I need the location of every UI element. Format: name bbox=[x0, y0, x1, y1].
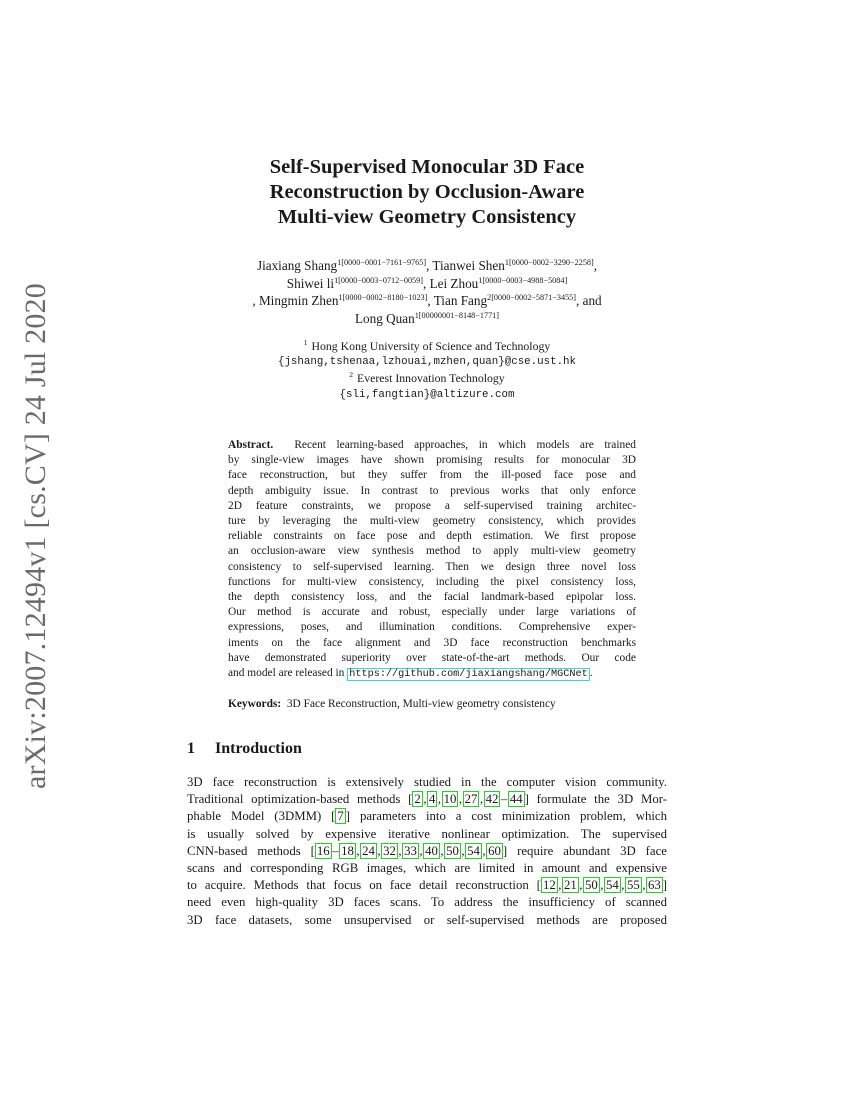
code-repository-link[interactable]: https://github.com/jiaxiangshang/MGCNet bbox=[349, 669, 588, 681]
author-line bbox=[187, 292, 667, 310]
abstract-line: 2D feature constraints, we propose a self-supervised training architec- bbox=[228, 499, 636, 512]
citation-link[interactable]: 10 bbox=[443, 792, 457, 807]
citation-link[interactable]: 42 bbox=[485, 792, 499, 807]
body-line: need even high-quality 3D faces scans. To address the insufficiency of scanned bbox=[187, 895, 667, 910]
affiliations bbox=[187, 338, 667, 403]
author-name: , Mingmin Zhen bbox=[252, 293, 339, 309]
paper-title bbox=[187, 155, 667, 230]
abstract-line: face reconstruction, but they suffer from the ill-posed face pose and bbox=[228, 469, 636, 482]
abstract-line: have demonstrated superiority over state-of-the-art methods. Our code bbox=[228, 651, 636, 664]
citation-link[interactable]: 50 bbox=[584, 878, 598, 893]
body-line: phable Model (3DMM) [ 7 ] parameters into a cost minimization problem, which bbox=[187, 809, 667, 824]
author-orcid: 1[0000−0001−7161−9765] bbox=[337, 258, 427, 267]
abstract bbox=[228, 438, 636, 682]
author-orcid: 1[0000−0003−0712−0059] bbox=[334, 275, 423, 285]
citation-link[interactable]: 32 bbox=[383, 843, 396, 858]
author-orcid: 1[0000−0002−8180−1023] bbox=[338, 293, 428, 303]
citation-link[interactable]: 12 bbox=[542, 878, 556, 893]
body-line: scans and corresponding RGB images, which are limited in amount and expensive bbox=[187, 861, 667, 876]
author-name: , Lei Zhou bbox=[422, 275, 479, 291]
abstract-line: consistency to self-supervised learning. Then we design three novel loss bbox=[228, 560, 636, 573]
abstract-line: reliable constraints on face pose and depth estimation. We first propose bbox=[228, 530, 636, 543]
author-line bbox=[187, 275, 667, 293]
abstract-line: ture by leveraging the multi-view geometry consistency, which provides bbox=[228, 515, 636, 528]
body-line: 3D face datasets, some unsupervised or self-supervised methods are proposed bbox=[187, 912, 667, 927]
abstract-line: expressions, poses, and illumination conditions. Comprehensive exper- bbox=[228, 621, 636, 634]
introduction-paragraph bbox=[187, 774, 667, 929]
affiliation-email: {sli,fangtian}@altizure.com bbox=[339, 388, 515, 401]
title-line: Self-Supervised Monocular 3D Face bbox=[269, 156, 585, 178]
affiliation-name: Everest Innovation Technology bbox=[357, 371, 505, 386]
section-number: 1 bbox=[187, 740, 195, 757]
citation-link[interactable]: 33 bbox=[404, 843, 417, 858]
author-orcid: 1[0000−0003−4988−5084] bbox=[478, 275, 568, 285]
abstract-line: Abstract. Recent learning-based approaches, in which models are trained bbox=[228, 439, 636, 451]
citation-link[interactable]: 55 bbox=[626, 878, 640, 893]
section-heading bbox=[187, 740, 302, 758]
keywords-label: Keywords: bbox=[228, 698, 282, 710]
citation-link[interactable]: 21 bbox=[563, 878, 577, 893]
keywords-text: 3D Face Reconstruction, Multi-view geometry consistency bbox=[286, 698, 556, 710]
citation-link[interactable]: 24 bbox=[362, 843, 375, 858]
citation-link[interactable]: 2 bbox=[414, 792, 421, 807]
author-line bbox=[187, 310, 667, 328]
keywords bbox=[228, 697, 636, 712]
title-line: Multi-view Geometry Consistency bbox=[277, 206, 577, 228]
abstract-line: and model are released in https://github.com/jiaxiangshang/MGCNet . bbox=[228, 667, 593, 681]
abstract-line: iments on the face alignment and 3D face reconstruction benchmarks bbox=[228, 636, 636, 649]
section-title: Introduction bbox=[215, 740, 302, 757]
citation-link[interactable]: 54 bbox=[605, 878, 619, 893]
author-line bbox=[187, 257, 667, 275]
citation-link[interactable]: 4 bbox=[429, 792, 436, 807]
author-orcid: 1[0000−0002−3290−2258] bbox=[504, 258, 594, 267]
citation-link[interactable]: 18 bbox=[341, 843, 354, 858]
affiliation-2 bbox=[187, 370, 667, 386]
author-name: , Tianwei Shen bbox=[426, 258, 505, 273]
citation-link[interactable]: 16 bbox=[316, 843, 330, 858]
citation-link[interactable]: 50 bbox=[446, 843, 459, 858]
citation-link[interactable]: 54 bbox=[467, 843, 480, 858]
abstract-line: an occlusion-aware view synthesis method to apply multi-view geometry bbox=[228, 545, 636, 558]
citation-link[interactable]: 44 bbox=[509, 792, 523, 807]
author-name: Shiwei li bbox=[286, 275, 335, 291]
abstract-line: by single-view images have shown promising results for monocular 3D bbox=[228, 454, 636, 467]
author-separator: , bbox=[593, 258, 598, 273]
author-orcid: 2[0000−0002−5871−3455] bbox=[487, 293, 576, 303]
affiliation-marker: 1 bbox=[303, 338, 308, 347]
affiliation-1 bbox=[187, 338, 667, 354]
citation-link[interactable]: 7 bbox=[337, 809, 344, 824]
abstract-line: Our method is accurate and robust, especially under large variations of bbox=[228, 606, 636, 619]
abstract-line: functions for multi-view consistency, including the pixel consistency loss, bbox=[228, 575, 636, 588]
affiliation-marker: 2 bbox=[349, 370, 354, 380]
citation-link[interactable]: 27 bbox=[464, 792, 478, 807]
citation-link[interactable]: 60 bbox=[488, 843, 501, 858]
author-name: , Tian Fang bbox=[427, 293, 488, 309]
title-line: Reconstruction by Occlusion-Aware bbox=[269, 181, 585, 203]
author-list bbox=[187, 257, 667, 327]
body-line: is usually solved by expensive iterative nonlinear optimization. The supervised bbox=[187, 826, 667, 841]
body-line: Traditional optimization-based methods [ 2 , 4 , 10 , 27 , 42 – 44 ] formulate the 3D Mor- bbox=[187, 792, 667, 807]
citation-link[interactable]: 40 bbox=[425, 843, 438, 858]
body-line: to acquire. Methods that focus on face detail reconstruction [ 12 , 21 , 50 , 54 , 55 , 63 ] bbox=[187, 878, 667, 893]
affiliation-email: {jshang,tshenaa,lzhouai,mzhen,quan}@cse.ust.hk bbox=[277, 356, 577, 369]
citation-link[interactable]: 63 bbox=[647, 878, 661, 893]
abstract-label: Abstract. bbox=[228, 439, 274, 451]
body-line: CNN-based methods [ 16 – 18 , 24 , 32 , 33 , 40 , 50 , 54 , 60 ] require abundant 3D face bbox=[187, 843, 667, 858]
abstract-line: depth ambiguity issue. In contrast to previous works that only enforce bbox=[228, 484, 636, 497]
arxiv-identifier-stamp: arXiv:2007.12494v1 [cs.CV] 24 Jul 2020 bbox=[19, 283, 52, 789]
body-line: 3D face reconstruction is extensively studied in the computer vision community. bbox=[187, 775, 667, 789]
author-orcid: 1[00000001−8148−1771] bbox=[414, 310, 499, 320]
affiliation-name: Hong Kong University of Science and Technology bbox=[311, 339, 551, 353]
abstract-line: the depth consistency loss, and the facial landmark-based epipolar loss. bbox=[228, 591, 636, 604]
author-name: Long Quan bbox=[355, 310, 415, 326]
author-name: Jiaxiang Shang bbox=[256, 258, 338, 273]
author-separator: , and bbox=[576, 293, 602, 309]
